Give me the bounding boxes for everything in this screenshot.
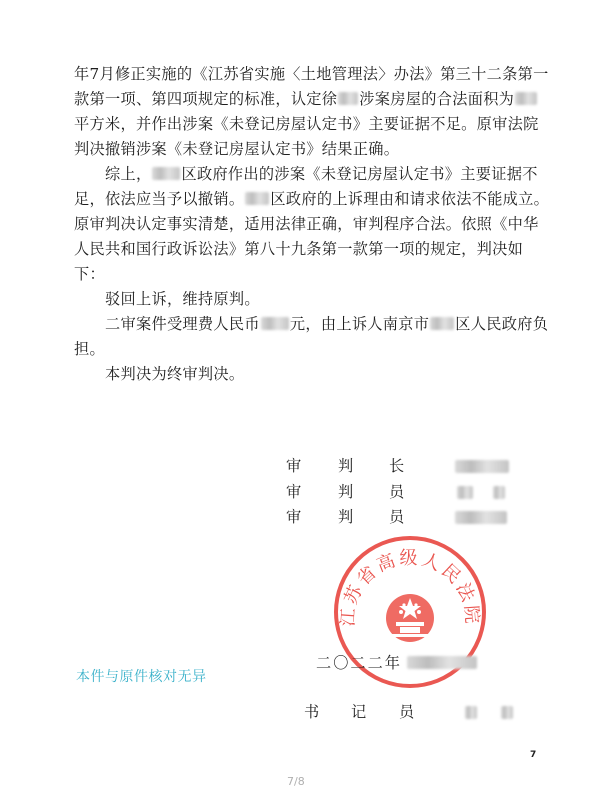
text-segment: 平方米，并作出涉案《未登记房屋认定书》主要证据不足。原审法院判决撤销涉案《未登记房屋认定书》结果正确。 (74, 115, 539, 158)
redacted-name (338, 92, 358, 105)
title-char: 书 (304, 703, 320, 721)
text-segment: 元，由上诉人南京市 (289, 315, 430, 333)
paragraph-legal-basis (74, 62, 552, 162)
signature-row-judge (286, 506, 556, 530)
redacted-district (152, 167, 180, 180)
redacted-judge-name (455, 511, 507, 524)
redacted-clerk-name (501, 706, 513, 719)
svg-text:江苏省高级人民法院: 江苏省高级人民法院 (337, 548, 483, 628)
title-char: 记 (351, 703, 367, 721)
title-char: 员 (389, 508, 405, 526)
date-text: 二〇二二年 (316, 654, 402, 672)
signature-row-presiding-judge (286, 455, 556, 479)
title-char: 员 (389, 483, 405, 501)
redacted-clerk-name (465, 706, 477, 719)
paragraph-conclusion (74, 162, 552, 287)
signature-row-judge (286, 481, 556, 505)
title-char: 员 (399, 703, 415, 721)
redacted-judge-name (457, 486, 473, 499)
text-segment: 涉案房屋的合法面积为 (359, 90, 515, 108)
text-segment: 二审案件受理费人民币 (105, 315, 260, 333)
judgment-date (316, 652, 402, 673)
text-segment: 区政府的上诉理由和请求依法不能成立。原审判决认定事实清楚，适用法律正确，审判程序合法。依照《中华人民共和国行政诉讼法》第八十九条第一款第一项的规定，判决如下： (74, 190, 550, 283)
redacted-date (407, 656, 477, 669)
redacted-district (245, 192, 269, 205)
redacted-fee (261, 317, 289, 330)
paragraph-ruling: 驳回上诉，维持原判。 (105, 290, 260, 308)
national-emblem-icon (386, 594, 434, 642)
page-indicator: 7/8 (287, 775, 305, 788)
redacted-judge-name (455, 460, 509, 473)
redacted-area (515, 92, 537, 105)
text-segment: 年7月修正实施的《江苏省实施〈土地管理法〉办法》第三十二条第一款第一项、第四项规定的标准，认定徐 (74, 65, 549, 108)
signature-row-clerk (304, 701, 554, 725)
text-segment: 区人民政府负担。 (74, 315, 549, 358)
paragraph-final: 本判决为终审判决。 (105, 365, 245, 383)
title-char: 判 (338, 508, 354, 526)
redacted-judge-name (493, 486, 505, 499)
text-segment: 区政府作出的涉案《未登记房屋认定书》主要证据不足，依法应当予以撤销。 (74, 165, 538, 208)
title-char: 审 (286, 508, 302, 526)
title-char: 审 (286, 457, 302, 475)
title-char: 判 (338, 457, 354, 475)
page-number: 7 (530, 750, 537, 760)
title-char: 判 (338, 483, 354, 501)
title-char: 审 (286, 483, 302, 501)
redacted-district (430, 317, 454, 330)
certified-copy-stamp: 本件与原件核对无异 (76, 669, 207, 685)
title-char: 长 (389, 457, 405, 475)
text-segment: 综上， (105, 165, 152, 183)
paragraph-fees (74, 312, 552, 362)
